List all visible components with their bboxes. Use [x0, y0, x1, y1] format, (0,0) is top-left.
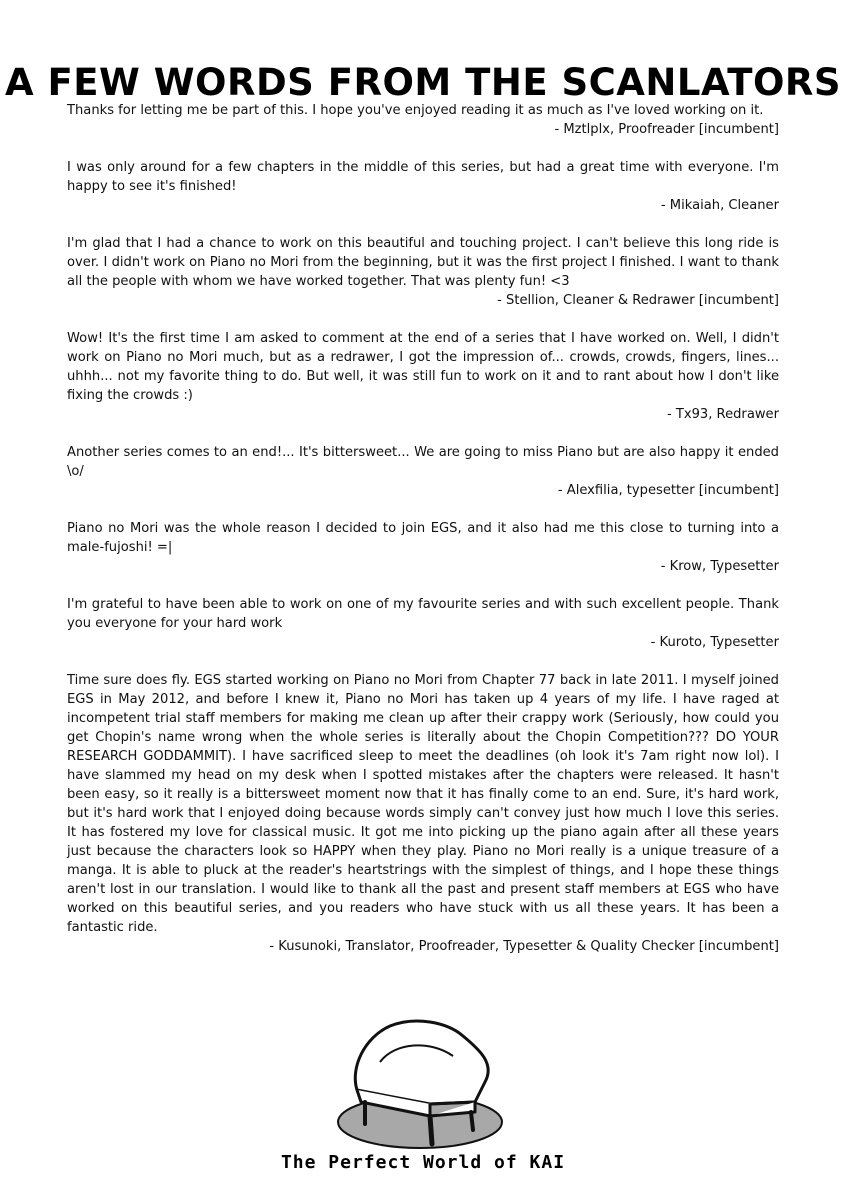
note-signature: - Mikaiah, Cleaner — [660, 198, 779, 213]
note-text: Time sure does fly. EGS started working on Piano no Mori from Chapter 77 back in late 2011. I myself joined EGS in May 2012, and before I knew it, Piano no Mori has taken up 4 years of my life. I have raged at incompetent trial staff members for making me clean up after their crappy work (Seriously, how could you get Chopin's name wrong when the whole series is literally about the Chopin Competition??? DO YOUR RESEARCH GODDAMMIT). I have sacrificed sleep to meet the deadlines (oh look it's 7am right now lol). I have slammed my head on my desk when I spotted mistakes after the chapters were released. It hasn't been easy, so it really is a bittersweet moment now that it has finally come to an end. Sure, it's hard work, but it's hard work that I enjoyed doing because words simply can't convey just how much I love this series. It has fostered my love for classical music. It got me into picking up the piano again after all these years just because the characters look so HAPPY when they play. Piano no Mori really is a unique treasure of a manga. It is able to pluck at the reader's heartstrings with the simplest of things, and I hope these things aren't lost in our translation. I would like to thank all the past and present staff members at EGS who have worked on this beautiful series, and you readers who have stuck with us all these years. It has been a fantastic ride. — [67, 673, 779, 935]
note-stellion — [67, 234, 779, 310]
note-signature: - Mztlplx, Proofreader [incumbent] — [554, 122, 779, 137]
note-text: Piano no Mori was the whole reason I decided to join EGS, and it also had me this close to turning into a male-fujoshi! =| — [67, 521, 779, 555]
note-krow — [67, 519, 779, 576]
note-signature: - Tx93, Redrawer — [666, 407, 779, 422]
note-mikaiah — [67, 158, 779, 215]
note-kuroto — [67, 595, 779, 652]
note-text: I'm glad that I had a chance to work on this beautiful and touching project. I can't believe this long ride is over. I didn't work on Piano no Mori from the beginning, but it was the first project I finished. I want to thank all the people with whom we have worked together. That was plenty fun! <3 — [67, 236, 779, 289]
note-text: I'm grateful to have been able to work on one of my favourite series and with such excellent people. Thank you everyone for your hard work — [67, 597, 779, 631]
note-signature: - Kuroto, Typesetter — [650, 635, 779, 650]
page-title: A FEW WORDS FROM THE SCANLATORS — [4, 60, 842, 104]
note-signature: - Kusunoki, Translator, Proofreader, Typesetter & Quality Checker [incumbent] — [269, 939, 779, 954]
note-text: Another series comes to an end!... It's bittersweet... We are going to miss Piano but are also happy it ended \o/ — [67, 445, 779, 479]
note-mztlplx — [67, 101, 779, 139]
note-text: Wow! It's the first time I am asked to comment at the end of a series that I have worked on. Well, I didn't work on Piano no Mori much, but as a redrawer, I got the impression of... crowds, crowds, fingers, lines... uhhh... not my favorite thing to do. But well, it was still fun to work on it and to rant about how I don't like fixing the crowds :) — [67, 331, 779, 403]
note-text: I was only around for a few chapters in the middle of this series, but had a great time with everyone. I'm happy to see it's finished! — [67, 160, 779, 194]
note-signature: - Stellion, Cleaner & Redrawer [incumbent] — [497, 293, 779, 308]
grand-piano-icon — [335, 1012, 505, 1162]
note-kusunoki — [67, 671, 779, 956]
footer-credit: The Perfect World of KAI — [280, 1152, 566, 1173]
note-tx93 — [67, 329, 779, 424]
note-signature: - Alexfilia, typesetter [incumbent] — [557, 483, 779, 498]
note-alexfilia — [67, 443, 779, 500]
note-signature: - Krow, Typesetter — [660, 559, 779, 574]
note-text: Thanks for letting me be part of this. I hope you've enjoyed reading it as much as I've loved working on it. — [67, 103, 764, 118]
scanlator-notes — [67, 101, 779, 975]
